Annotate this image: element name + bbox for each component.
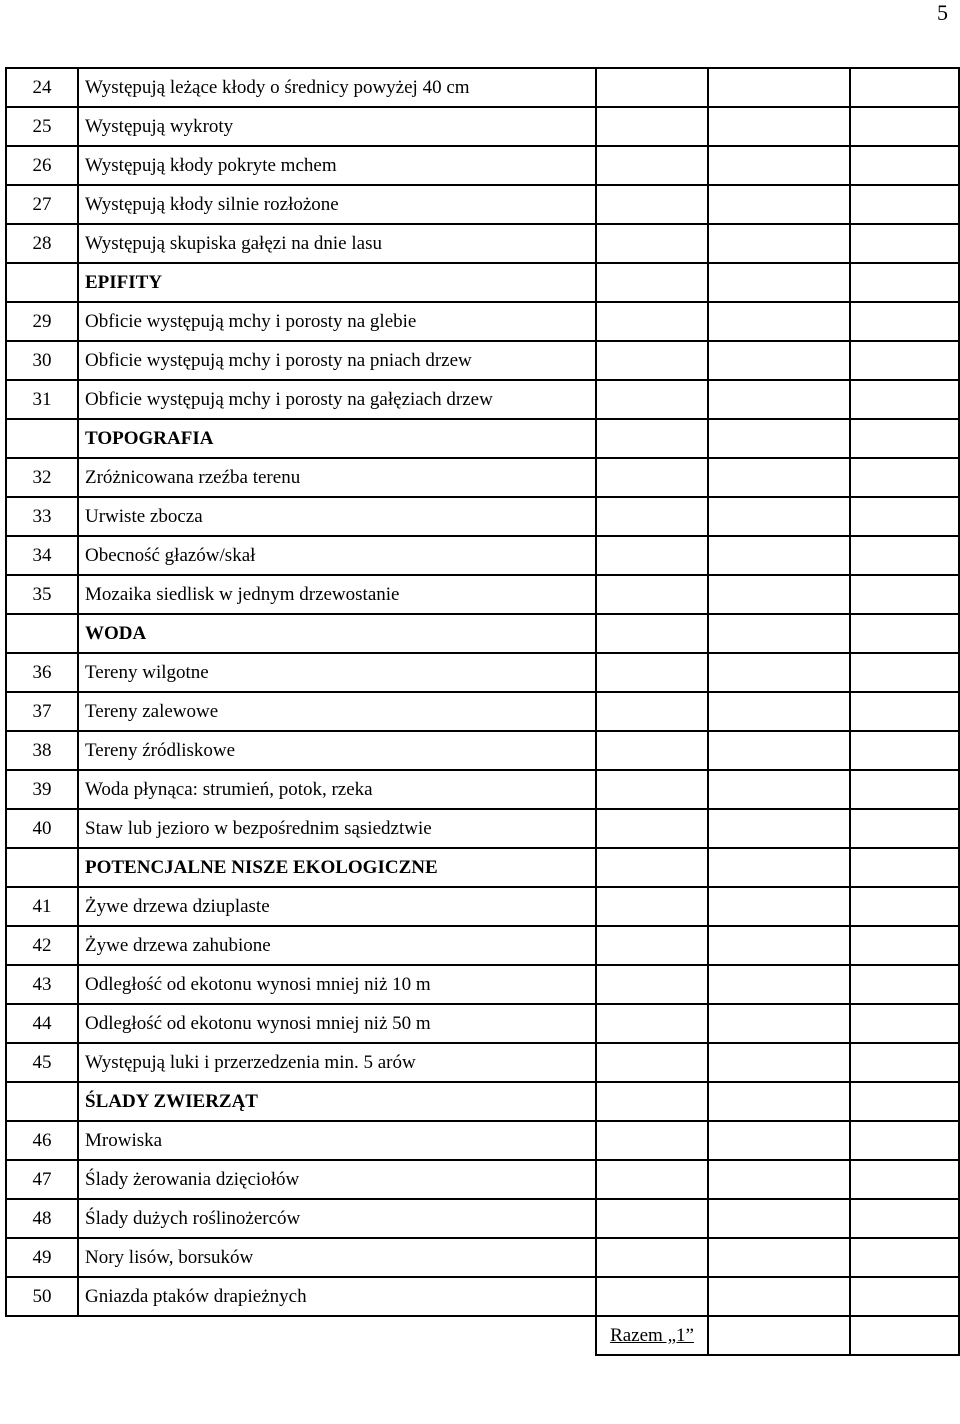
entry-cell[interactable] xyxy=(596,1238,708,1277)
row-number: 42 xyxy=(6,926,78,965)
entry-cell[interactable] xyxy=(850,224,959,263)
row-description: Występują wykroty xyxy=(78,107,596,146)
row-number: 43 xyxy=(6,965,78,1004)
entry-cell[interactable] xyxy=(850,926,959,965)
entry-cell[interactable] xyxy=(708,341,850,380)
row-description: Zróżnicowana rzeźba terenu xyxy=(78,458,596,497)
row-number: 28 xyxy=(6,224,78,263)
table-row xyxy=(6,302,959,341)
entry-cell[interactable] xyxy=(596,107,708,146)
entry-cell[interactable] xyxy=(596,1004,708,1043)
row-description: Obficie występują mchy i porosty na pniach drzew xyxy=(78,341,596,380)
row-number: 34 xyxy=(6,536,78,575)
entry-cell[interactable] xyxy=(596,1199,708,1238)
footer-spacer xyxy=(6,1316,596,1355)
entry-cell[interactable] xyxy=(708,809,850,848)
row-description: Tereny źródliskowe xyxy=(78,731,596,770)
entry-cell[interactable] xyxy=(708,653,850,692)
totals-row xyxy=(6,1316,959,1355)
entry-cell[interactable] xyxy=(708,68,850,107)
row-description: Występują skupiska gałęzi na dnie lasu xyxy=(78,224,596,263)
entry-cell[interactable] xyxy=(708,263,850,302)
entry-cell[interactable] xyxy=(708,926,850,965)
row-number: 38 xyxy=(6,731,78,770)
entry-cell[interactable] xyxy=(596,419,708,458)
section-header-row xyxy=(6,419,959,458)
section-header-row xyxy=(6,263,959,302)
row-description: Obficie występują mchy i porosty na glebie xyxy=(78,302,596,341)
entry-cell[interactable] xyxy=(708,1043,850,1082)
entry-cell[interactable] xyxy=(850,1238,959,1277)
table-row xyxy=(6,497,959,536)
table-row xyxy=(6,965,959,1004)
entry-cell[interactable] xyxy=(850,1160,959,1199)
entry-cell[interactable] xyxy=(596,536,708,575)
row-number: 36 xyxy=(6,653,78,692)
entry-cell[interactable] xyxy=(596,731,708,770)
entry-cell[interactable] xyxy=(708,380,850,419)
table-row xyxy=(6,770,959,809)
entry-cell[interactable] xyxy=(850,380,959,419)
entry-cell[interactable] xyxy=(596,809,708,848)
table-row xyxy=(6,1043,959,1082)
entry-cell[interactable] xyxy=(850,341,959,380)
table-row xyxy=(6,809,959,848)
entry-cell[interactable] xyxy=(708,1121,850,1160)
row-description: Mozaika siedlisk w jednym drzewostanie xyxy=(78,575,596,614)
entry-cell[interactable] xyxy=(850,692,959,731)
entry-cell[interactable] xyxy=(708,575,850,614)
row-number xyxy=(6,419,78,458)
row-number: 40 xyxy=(6,809,78,848)
entry-cell[interactable] xyxy=(596,68,708,107)
row-number xyxy=(6,263,78,302)
table-row xyxy=(6,1004,959,1043)
row-number: 32 xyxy=(6,458,78,497)
entry-cell[interactable] xyxy=(708,848,850,887)
row-description: Woda płynąca: strumień, potok, rzeka xyxy=(78,770,596,809)
table-row xyxy=(6,224,959,263)
page-number: 5 xyxy=(937,0,948,25)
section-header-row xyxy=(6,614,959,653)
row-description: Występują kłody pokryte mchem xyxy=(78,146,596,185)
table-row xyxy=(6,380,959,419)
entry-cell[interactable] xyxy=(850,731,959,770)
table-row xyxy=(6,536,959,575)
row-number: 26 xyxy=(6,146,78,185)
entry-cell[interactable] xyxy=(596,1043,708,1082)
section-title: ŚLADY ZWIERZĄT xyxy=(78,1082,596,1121)
entry-cell[interactable] xyxy=(850,107,959,146)
row-description: Gniazda ptaków drapieżnych xyxy=(78,1277,596,1316)
entry-cell[interactable] xyxy=(708,146,850,185)
entry-cell[interactable] xyxy=(596,185,708,224)
entry-cell[interactable] xyxy=(596,926,708,965)
section-title: TOPOGRAFIA xyxy=(78,419,596,458)
entry-cell[interactable] xyxy=(850,770,959,809)
entry-cell[interactable] xyxy=(850,887,959,926)
entry-cell[interactable] xyxy=(708,302,850,341)
row-number: 49 xyxy=(6,1238,78,1277)
table-row xyxy=(6,341,959,380)
entry-cell[interactable] xyxy=(708,770,850,809)
entry-cell[interactable] xyxy=(596,458,708,497)
row-description: Ślady żerowania dzięciołów xyxy=(78,1160,596,1199)
table-row xyxy=(6,185,959,224)
table-row xyxy=(6,653,959,692)
entry-cell[interactable] xyxy=(850,848,959,887)
entry-cell[interactable] xyxy=(596,341,708,380)
habitat-checklist-table xyxy=(5,67,960,1356)
row-number: 50 xyxy=(6,1277,78,1316)
table-row xyxy=(6,1199,959,1238)
row-description: Staw lub jezioro w bezpośrednim sąsiedztwie xyxy=(78,809,596,848)
entry-cell[interactable] xyxy=(850,419,959,458)
table-row xyxy=(6,1121,959,1160)
entry-cell[interactable] xyxy=(596,614,708,653)
entry-cell[interactable] xyxy=(850,1277,959,1316)
total-entry-cell[interactable] xyxy=(850,1316,959,1355)
entry-cell[interactable] xyxy=(596,263,708,302)
entry-cell[interactable] xyxy=(850,185,959,224)
entry-cell[interactable] xyxy=(708,1238,850,1277)
entry-cell[interactable] xyxy=(850,458,959,497)
row-description: Odległość od ekotonu wynosi mniej niż 10 m xyxy=(78,965,596,1004)
entry-cell[interactable] xyxy=(596,653,708,692)
row-description: Występują leżące kłody o średnicy powyżej 40 cm xyxy=(78,68,596,107)
entry-cell[interactable] xyxy=(596,224,708,263)
entry-cell[interactable] xyxy=(596,380,708,419)
entry-cell[interactable] xyxy=(596,848,708,887)
entry-cell[interactable] xyxy=(850,809,959,848)
entry-cell[interactable] xyxy=(708,1199,850,1238)
entry-cell[interactable] xyxy=(708,458,850,497)
row-number: 46 xyxy=(6,1121,78,1160)
table-row xyxy=(6,458,959,497)
entry-cell[interactable] xyxy=(850,302,959,341)
table-row xyxy=(6,926,959,965)
row-description: Mrowiska xyxy=(78,1121,596,1160)
row-number: 41 xyxy=(6,887,78,926)
entry-cell[interactable] xyxy=(596,1160,708,1199)
entry-cell[interactable] xyxy=(850,575,959,614)
entry-cell[interactable] xyxy=(596,1082,708,1121)
row-description: Żywe drzewa zahubione xyxy=(78,926,596,965)
entry-cell[interactable] xyxy=(708,1160,850,1199)
table-row xyxy=(6,1160,959,1199)
row-number xyxy=(6,1082,78,1121)
entry-cell[interactable] xyxy=(708,1004,850,1043)
table-row xyxy=(6,575,959,614)
entry-cell[interactable] xyxy=(708,224,850,263)
row-description: Żywe drzewa dziuplaste xyxy=(78,887,596,926)
entry-cell[interactable] xyxy=(596,302,708,341)
row-number xyxy=(6,848,78,887)
entry-cell[interactable] xyxy=(850,1004,959,1043)
table-row xyxy=(6,68,959,107)
row-number: 45 xyxy=(6,1043,78,1082)
row-number: 25 xyxy=(6,107,78,146)
row-description: Występują kłody silnie rozłożone xyxy=(78,185,596,224)
row-number: 33 xyxy=(6,497,78,536)
row-number: 29 xyxy=(6,302,78,341)
total-label: Razem „1” xyxy=(596,1316,708,1355)
entry-cell[interactable] xyxy=(596,770,708,809)
section-header-row xyxy=(6,1082,959,1121)
table-row xyxy=(6,107,959,146)
row-description: Obficie występują mchy i porosty na gałęziach drzew xyxy=(78,380,596,419)
entry-cell[interactable] xyxy=(708,185,850,224)
entry-cell[interactable] xyxy=(596,1121,708,1160)
table-row xyxy=(6,692,959,731)
section-title: EPIFITY xyxy=(78,263,596,302)
row-number: 44 xyxy=(6,1004,78,1043)
row-description: Nory lisów, borsuków xyxy=(78,1238,596,1277)
entry-cell[interactable] xyxy=(708,965,850,1004)
row-description: Urwiste zbocza xyxy=(78,497,596,536)
table-row xyxy=(6,1277,959,1316)
row-number: 35 xyxy=(6,575,78,614)
entry-cell[interactable] xyxy=(596,146,708,185)
entry-cell[interactable] xyxy=(708,731,850,770)
table-row xyxy=(6,1238,959,1277)
entry-cell[interactable] xyxy=(596,887,708,926)
row-number: 48 xyxy=(6,1199,78,1238)
row-description: Obecność głazów/skał xyxy=(78,536,596,575)
entry-cell[interactable] xyxy=(850,68,959,107)
row-number: 47 xyxy=(6,1160,78,1199)
entry-cell[interactable] xyxy=(850,965,959,1004)
entry-cell[interactable] xyxy=(708,536,850,575)
entry-cell[interactable] xyxy=(850,1121,959,1160)
entry-cell[interactable] xyxy=(596,965,708,1004)
entry-cell[interactable] xyxy=(708,497,850,536)
row-number: 31 xyxy=(6,380,78,419)
row-number: 37 xyxy=(6,692,78,731)
entry-cell[interactable] xyxy=(708,1277,850,1316)
section-title: POTENCJALNE NISZE EKOLOGICZNE xyxy=(78,848,596,887)
total-entry-cell[interactable] xyxy=(708,1316,850,1355)
table-row xyxy=(6,887,959,926)
entry-cell[interactable] xyxy=(850,653,959,692)
row-description: Odległość od ekotonu wynosi mniej niż 50 m xyxy=(78,1004,596,1043)
entry-cell[interactable] xyxy=(708,107,850,146)
row-description: Tereny zalewowe xyxy=(78,692,596,731)
entry-cell[interactable] xyxy=(596,1277,708,1316)
row-number: 24 xyxy=(6,68,78,107)
entry-cell[interactable] xyxy=(596,497,708,536)
row-number xyxy=(6,614,78,653)
entry-cell[interactable] xyxy=(850,497,959,536)
entry-cell[interactable] xyxy=(850,1043,959,1082)
entry-cell[interactable] xyxy=(596,692,708,731)
entry-cell[interactable] xyxy=(850,1082,959,1121)
entry-cell[interactable] xyxy=(850,1199,959,1238)
row-number: 30 xyxy=(6,341,78,380)
section-header-row xyxy=(6,848,959,887)
entry-cell[interactable] xyxy=(850,536,959,575)
entry-cell[interactable] xyxy=(596,575,708,614)
entry-cell[interactable] xyxy=(708,419,850,458)
entry-cell[interactable] xyxy=(708,1082,850,1121)
row-description: Ślady dużych roślinożerców xyxy=(78,1199,596,1238)
entry-cell[interactable] xyxy=(708,887,850,926)
entry-cell[interactable] xyxy=(708,692,850,731)
section-title: WODA xyxy=(78,614,596,653)
table-row xyxy=(6,146,959,185)
entry-cell[interactable] xyxy=(850,146,959,185)
entry-cell[interactable] xyxy=(850,614,959,653)
row-number: 27 xyxy=(6,185,78,224)
row-description: Tereny wilgotne xyxy=(78,653,596,692)
entry-cell[interactable] xyxy=(850,263,959,302)
entry-cell[interactable] xyxy=(708,614,850,653)
table-row xyxy=(6,731,959,770)
row-description: Występują luki i przerzedzenia min. 5 arów xyxy=(78,1043,596,1082)
row-number: 39 xyxy=(6,770,78,809)
